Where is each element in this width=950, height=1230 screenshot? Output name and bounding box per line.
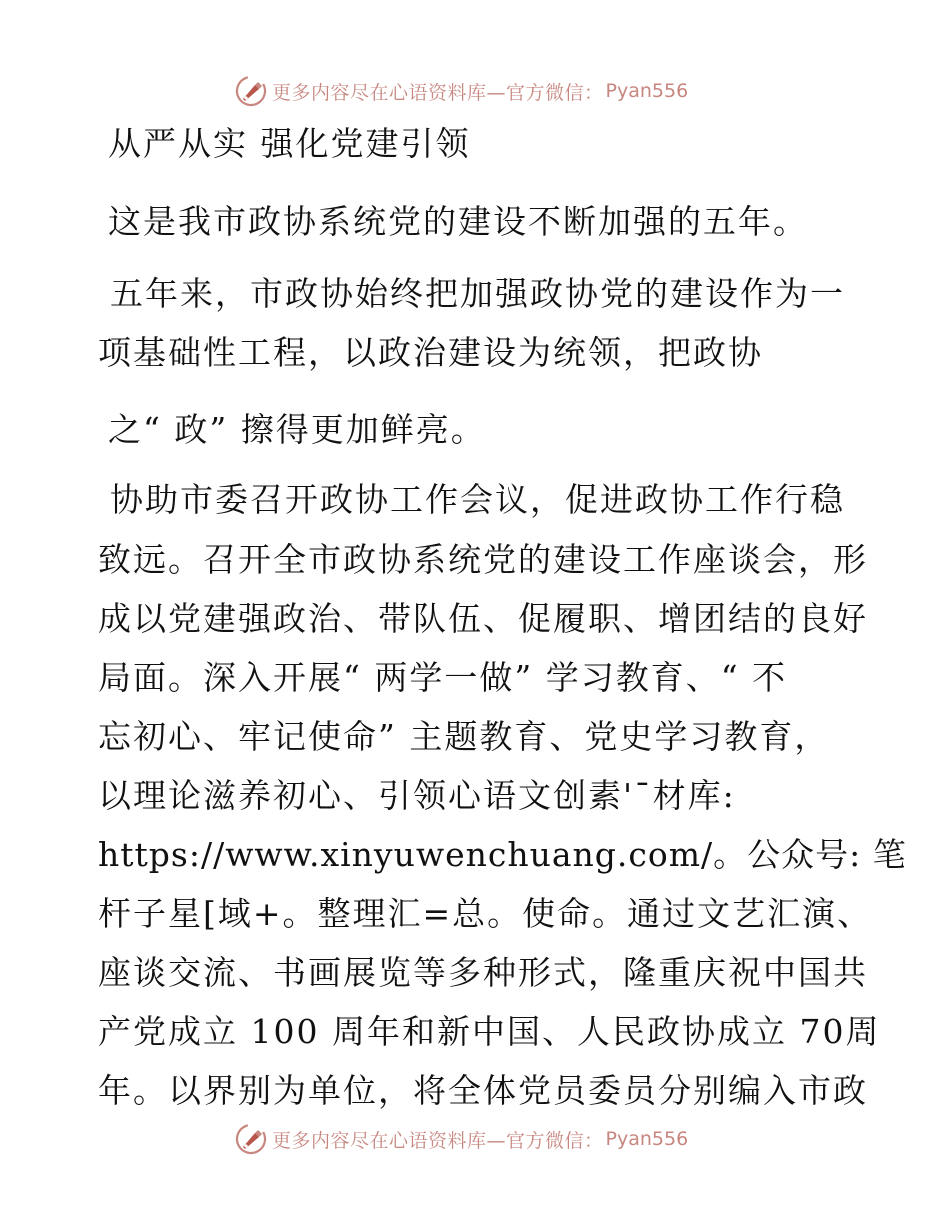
paragraph-4-line-1: 协助市委召开政协工作会议，促进政协工作行稳: [110, 480, 845, 519]
paragraph-3: 之“ 政” 擦得更加鲜亮。: [108, 410, 486, 449]
pen-nib-logo-icon: [234, 74, 268, 108]
paragraph-4-line-4: 局面。深入开展“ 两学一做” 学习教育、“ 不: [98, 658, 788, 697]
watermark-text: 更多内容尽在心语资料库—官方微信：: [272, 81, 604, 104]
paragraph-4-line-7: https://www.xinyuwenchuang.com/。公众号: 笔: [98, 835, 907, 874]
watermark-wechat-id: Pyan556: [605, 80, 689, 102]
watermark-wechat-id: Pyan556: [605, 1128, 689, 1150]
pen-nib-logo-icon: [234, 1122, 268, 1156]
document-heading: 从严从实 强化党建引领: [108, 124, 471, 163]
watermark-header: [234, 72, 688, 110]
paragraph-4-line-9: 座谈交流、书画展览等多种形式，隆重庆祝中国共: [98, 953, 868, 992]
watermark-text: 更多内容尽在心语资料库—官方微信：: [272, 1129, 604, 1152]
paragraph-1: 这是我市政协系统党的建设不断加强的五年。: [108, 202, 808, 241]
paragraph-4-line-5: 忘初心、牢记使命” 主题教育、党史学习教育，: [98, 717, 830, 756]
paragraph-4-line-8: 杆子星[域+。整理汇=总。使命。通过文艺汇演、: [98, 894, 873, 933]
paragraph-4-line-10: 产党成立 100 周年和新中国、人民政协成立 70周: [98, 1012, 881, 1051]
paragraph-4-line-6: 以理论滋养初心、引领心语文创素'¯材库:: [98, 776, 736, 815]
paragraph-2-line-2: 项基础性工程，以政治建设为统领，把政协: [98, 333, 763, 372]
paragraph-4-line-2: 致远。召开全市政协系统党的建设工作座谈会，形: [98, 540, 868, 579]
paragraph-2-line-1: 五年来，市政协始终把加强政协党的建设作为一: [110, 274, 845, 313]
paragraph-4-line-11: 年。以界别为单位，将全体党员委员分别编入市政: [98, 1071, 868, 1110]
paragraph-4-line-3: 成以党建强政治、带队伍、促履职、增团结的良好: [98, 599, 868, 638]
watermark-footer: [234, 1120, 688, 1158]
